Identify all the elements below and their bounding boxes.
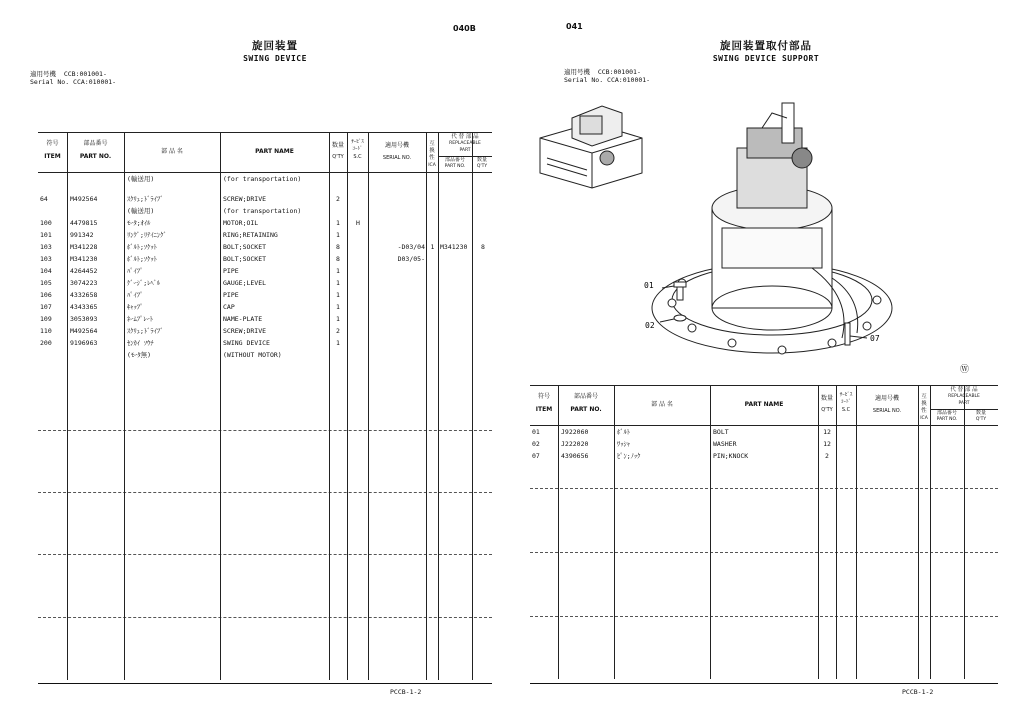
hdr-sc-jp1: ｻｰﾋﾞｽ: [839, 392, 853, 398]
hdr-rep-qty-en: Q'TY: [476, 164, 488, 169]
table-row: [38, 301, 492, 313]
cell-item: 107: [40, 303, 52, 311]
hdr-qty-en: Q'TY: [332, 154, 344, 160]
cell-serial: D03/05-: [397, 255, 425, 263]
hdr-rep-en1: REPLACEABLE: [449, 141, 481, 146]
hdr-qty-en: Q'TY: [821, 407, 833, 413]
cell-qty: 1: [336, 267, 340, 275]
hdr-qty-jp: 数量: [331, 142, 344, 149]
cell-jp: ﾈｰﾑﾌﾟﾚｰﾄ: [127, 315, 153, 323]
cell-sc: H: [356, 219, 360, 227]
cell-qty: 1: [336, 303, 340, 311]
hdr-ica-jp1: 互: [429, 141, 435, 147]
cell-item: 109: [40, 315, 52, 323]
cell-item: 200: [40, 339, 52, 347]
hdr-rep-en1: REPLACEABLE: [948, 394, 980, 399]
hdr-rep-qty-en: Q'TY: [975, 417, 987, 422]
hdr-rep-en2: PART: [459, 148, 471, 153]
cell-name: BOLT;SOCKET: [223, 255, 267, 263]
hdr-part-jp: 部品番号: [83, 140, 108, 147]
cell-item: 02: [532, 440, 540, 448]
hdr-serial-en: SERIAL NO.: [382, 155, 412, 161]
cell-jp: ﾘﾝｸﾞ;ﾘﾃｲﾆﾝｸﾞ: [127, 231, 167, 239]
cell-serial: -D03/04: [397, 243, 425, 251]
cell-name: MOTOR;OIL: [223, 219, 259, 227]
table-row: [38, 265, 492, 277]
cell-item: 101: [40, 231, 52, 239]
cell-jp: (輸送用): [127, 175, 155, 183]
cell-jp: ﾜｯｼｬ: [617, 440, 630, 448]
cell-jp: ﾎﾞﾙﾄ;ｿｹｯﾄ: [127, 255, 157, 263]
page-title-jp: 旋回装置取付部品: [720, 40, 812, 52]
table-row: [38, 349, 492, 361]
hdr-sc-en: S.C: [353, 154, 362, 160]
table-row: [38, 241, 492, 253]
hdr-jp-name: 部 品 名: [161, 148, 183, 155]
cell-name: (WITHOUT MOTOR): [223, 351, 282, 359]
cell-part-no: 991342: [70, 231, 94, 239]
cell-qty: 1: [336, 291, 340, 299]
cell-rep-qty: 8: [481, 243, 485, 251]
serial-line-1: 適用号機 CCB:001001-: [564, 68, 641, 76]
hdr-ica-jp2: 換: [429, 148, 435, 154]
hdr-sc-jp2: ｺｰﾄﾞ: [352, 146, 363, 152]
cell-name: (for transportation): [223, 207, 302, 215]
page-number: 041: [566, 22, 583, 31]
cell-name: SWING DEVICE: [223, 339, 270, 347]
hdr-serial-en: SERIAL NO.: [872, 408, 902, 414]
swing-motor-assembly: [652, 103, 892, 354]
cell-qty: 8: [336, 255, 340, 263]
hdr-ica-en: ICA: [920, 416, 928, 421]
footer-code: PCCB-1-2: [390, 688, 422, 696]
cell-jp: ﾎﾞﾙﾄ;ｿｹｯﾄ: [127, 243, 157, 251]
cell-qty: 12: [823, 428, 831, 436]
cell-name: BOLT;SOCKET: [223, 243, 267, 251]
hdr-part-name: PART NAME: [744, 401, 784, 408]
cell-jp: ﾋﾟﾝ;ﾉｯｸ: [617, 452, 641, 460]
cell-qty: 1: [336, 279, 340, 287]
callout-07: 07: [870, 334, 880, 343]
table-row: [38, 173, 492, 185]
cell-item: 104: [40, 267, 52, 275]
hdr-ica-jp1: 互: [921, 394, 927, 400]
hdr-part-jp: 部品番号: [573, 393, 598, 400]
callout-02: 02: [645, 321, 655, 330]
cell-part-no: 9196963: [70, 339, 98, 347]
cell-qty: 12: [823, 440, 831, 448]
footer-code: PCCB-1-2: [902, 688, 934, 696]
cell-part-no: 4390656: [561, 452, 589, 460]
cell-jp: ｾﾝｶｲ ｿｳﾁ: [127, 339, 154, 347]
table-row: [38, 217, 492, 229]
cell-part-no: 3074223: [70, 279, 98, 287]
cell-ica: 1: [430, 243, 435, 251]
cell-jp: ｽｸﾘｭ;ﾄﾞﾗｲﾌﾞ: [127, 327, 164, 335]
hdr-rep-jp: 代 替 部 品: [451, 134, 479, 140]
cell-part-no: M341228: [70, 243, 98, 251]
table-row: [38, 277, 492, 289]
cell-qty: 1: [336, 315, 340, 323]
hdr-ica-jp3: 性: [921, 408, 927, 414]
hdr-rep-part-en: PART NO.: [444, 164, 466, 169]
hdr-rep-qty-jp: 数量: [975, 410, 986, 416]
cell-jp: ｹﾞｰｼﾞ;ﾚﾍﾞﾙ: [127, 279, 161, 287]
hdr-part-en: PART NO.: [79, 153, 112, 160]
cell-part-no: M492564: [70, 327, 98, 335]
cell-item: 105: [40, 279, 52, 287]
serial-line-1: 適用号機 CCB:001001-: [30, 70, 107, 78]
cell-part-no: M341230: [70, 255, 98, 263]
cell-jp: ﾊﾟｲﾌﾟ: [127, 267, 144, 275]
cell-jp: (ﾓｰﾀ無): [127, 351, 152, 359]
hdr-rep-jp: 代 替 部 品: [950, 387, 978, 393]
cell-name: WASHER: [713, 440, 737, 448]
cell-name: (for transportation): [223, 175, 302, 183]
page-title-jp: 旋回装置: [252, 40, 298, 52]
hdr-rep-qty-jp: 数量: [476, 157, 487, 163]
cell-qty: 1: [336, 231, 340, 239]
hdr-jp-name: 部 品 名: [651, 401, 673, 408]
parts-table: [38, 132, 492, 680]
hdr-rep-part-jp: 部品番号: [936, 410, 957, 416]
table-row: [38, 313, 492, 325]
hdr-rep-part-en: PART NO.: [936, 417, 958, 422]
hdr-sc-en: S.C: [841, 407, 851, 413]
hdr-part-en: PART NO.: [570, 406, 602, 413]
cell-name: SCREW;DRIVE: [223, 195, 267, 203]
hdr-rep-en2: PART: [958, 401, 970, 406]
cell-jp: (輸送用): [127, 207, 155, 215]
w-mark-icon: Ⓦ: [960, 365, 970, 375]
cell-item: 01: [532, 428, 540, 436]
cell-item: 110: [40, 327, 52, 335]
cell-name: PIN;KNOCK: [713, 452, 749, 460]
cell-part-no: J222020: [561, 440, 589, 448]
callout-01: 01: [644, 281, 654, 290]
hdr-serial-jp: 適用号機: [384, 142, 409, 149]
cell-jp: ﾓｰﾀ;ｵｲﾙ: [127, 219, 151, 227]
cell-qty: 2: [336, 327, 340, 335]
cell-name: CAP: [223, 303, 235, 311]
hdr-part-name: PART NAME: [255, 148, 294, 155]
hdr-item-en: ITEM: [44, 153, 61, 160]
table-row: [530, 438, 998, 450]
hdr-ica-jp2: 換: [921, 401, 927, 407]
cell-item: 100: [40, 219, 52, 227]
cell-part-no: M492564: [70, 195, 98, 203]
cell-part-no: 4343365: [70, 303, 98, 311]
table-row: [38, 325, 492, 337]
excavator-icon: [540, 106, 642, 188]
table-row: [38, 193, 492, 205]
hdr-item-en: ITEM: [535, 406, 553, 413]
hdr-item-jp: 符号: [46, 140, 59, 147]
cell-part-no: 4264452: [70, 267, 98, 275]
cell-name: SCREW;DRIVE: [223, 327, 267, 335]
table-row: [38, 253, 492, 265]
cell-name: PIPE: [223, 291, 239, 299]
cell-qty: 2: [336, 195, 340, 203]
cell-jp: ﾎﾞﾙﾄ: [617, 428, 630, 436]
swing-device-illustration: [532, 88, 992, 378]
page-title-en: SWING DEVICE SUPPORT: [712, 54, 820, 63]
cell-qty: 1: [336, 339, 340, 347]
cell-item: 64: [40, 195, 48, 203]
page-title-en: SWING DEVICE: [243, 54, 307, 63]
cell-name: RING;RETAINING: [223, 231, 278, 239]
page-number: 040B: [453, 24, 476, 33]
hdr-serial-jp: 適用号機: [874, 395, 899, 402]
parts-table: [530, 385, 998, 679]
table-row: [38, 205, 492, 217]
cell-part-no: J922060: [561, 428, 589, 436]
cell-item: 103: [40, 255, 52, 263]
table-row: [38, 229, 492, 241]
cell-part-no: 3053093: [70, 315, 98, 323]
cell-rep-part: M341230: [440, 243, 468, 251]
cell-item: 103: [40, 243, 52, 251]
table-row: [38, 289, 492, 301]
hdr-item-jp: 符号: [537, 393, 550, 400]
right-page: [512, 0, 1024, 723]
cell-item: 07: [532, 452, 540, 460]
serial-line-2: Serial No. CCA:010001-: [30, 78, 117, 86]
cell-name: NAME-PLATE: [223, 315, 263, 323]
hdr-ica-jp3: 性: [429, 155, 435, 161]
cell-jp: ｽｸﾘｭ;ﾄﾞﾗｲﾌﾞ: [127, 195, 164, 203]
cell-name: PIPE: [223, 267, 239, 275]
cell-jp: ﾊﾟｲﾌﾟ: [127, 291, 144, 299]
table-row: [530, 450, 998, 462]
cell-name: GAUGE;LEVEL: [223, 279, 267, 287]
serial-line-2: Serial No. CCA:010001-: [564, 76, 651, 84]
hdr-sc-jp2: ｺｰﾄﾞ: [840, 399, 851, 405]
cell-jp: ｷｬｯﾌﾟ: [127, 303, 144, 311]
cell-qty: 2: [825, 452, 829, 460]
table-row: [38, 337, 492, 349]
cell-part-no: 4479815: [70, 219, 98, 227]
hdr-qty-jp: 数量: [820, 395, 833, 402]
hdr-sc-jp1: ｻｰﾋﾞｽ: [351, 139, 364, 145]
cell-part-no: 4332658: [70, 291, 98, 299]
hdr-ica-en: ICA: [428, 163, 436, 168]
cell-qty: 1: [336, 219, 340, 227]
cell-qty: 8: [336, 243, 340, 251]
cell-name: BOLT: [713, 428, 729, 436]
cell-item: 106: [40, 291, 52, 299]
hdr-rep-part-jp: 部品番号: [444, 157, 465, 163]
table-row: [530, 426, 998, 438]
